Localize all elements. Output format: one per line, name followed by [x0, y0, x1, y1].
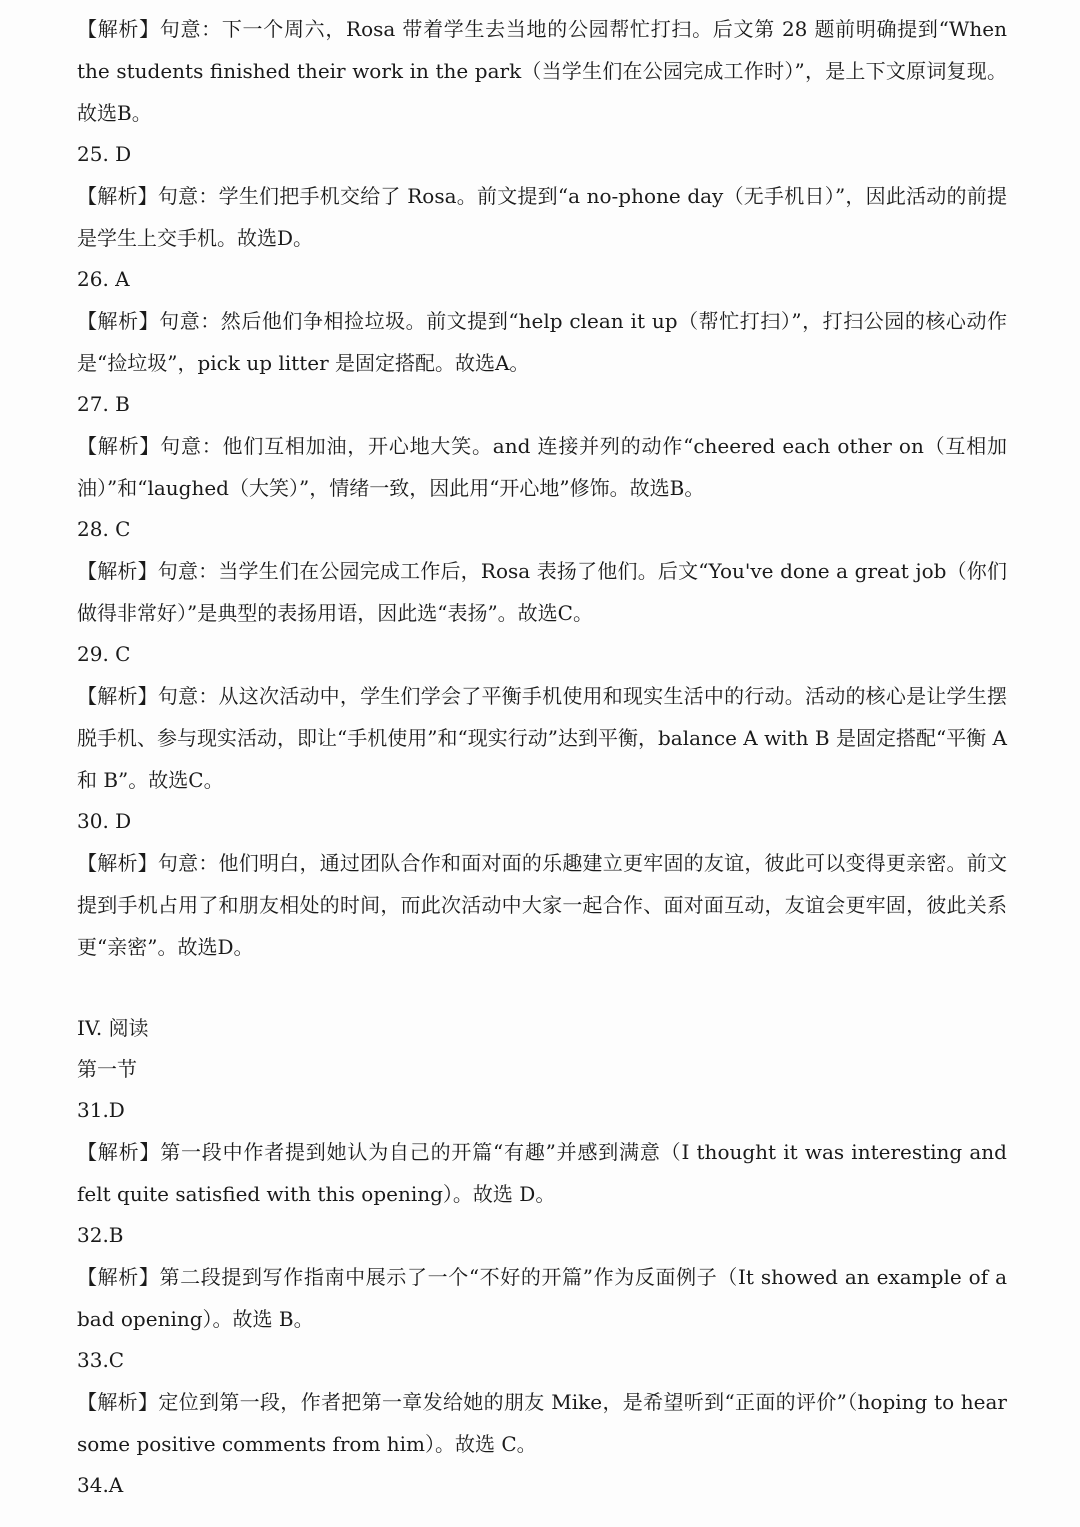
- answer-33: 33.C: [77, 1348, 125, 1372]
- answer-34: 34.A: [77, 1473, 124, 1497]
- explanation-27: 【解析】句意：他们互相加油，开心地大笑。and 连接并列的动作“cheered each other on（互相加油）”和“laughed（大笑）”，情绪一致，因此用“开心地”修饰。故选B。: [77, 434, 1007, 500]
- answer-25: 25. D: [77, 142, 132, 166]
- answer-32: 32.B: [77, 1223, 124, 1247]
- explanation-28: 【解析】句意：当学生们在公园完成工作后，Rosa 表扬了他们。后文“You've done a great job（你们做得非常好）”是典型的表扬用语，因此选“表扬”。故选C。: [77, 559, 1007, 625]
- answer-26: 26. A: [77, 267, 130, 291]
- explanation-25: 【解析】句意：学生们把手机交给了 Rosa。前文提到“a no-phone day（无手机日）”，因此活动的前提是学生上交手机。故选D。: [77, 184, 1007, 250]
- answer-30: 30. D: [77, 809, 132, 833]
- answer-key-content: [77, 8, 1007, 1506]
- explanation-24: 【解析】句意：下一个周六，Rosa 带着学生去当地的公园帮忙打扫。后文第 28 题前明确提到“When the students finished their work in the park（当学生们在公园完成工作时）”，是上下文原词复现。故选B。: [77, 17, 1007, 125]
- explanation-32: 【解析】第二段提到写作指南中展示了一个“不好的开篇”作为反面例子（It showed an example of a bad opening）。故选 B。: [77, 1265, 1007, 1331]
- explanation-31: 【解析】第一段中作者提到她认为自己的开篇“有趣”并感到满意（I thought it was interesting and felt quite satisfied with this opening）。故选 D。: [77, 1140, 1007, 1206]
- answer-31: 31.D: [77, 1098, 125, 1122]
- answer-28: 28. C: [77, 517, 131, 541]
- section-heading-reading: IV. 阅读: [77, 1016, 149, 1040]
- explanation-33: 【解析】定位到第一段，作者把第一章发给她的朋友 Mike，是希望听到“正面的评价”（hoping to hear some positive comments from him）。故选 C。: [77, 1390, 1007, 1456]
- subsection-heading-part-one: 第一节: [77, 1057, 137, 1081]
- explanation-30: 【解析】句意：他们明白，通过团队合作和面对面的乐趣建立更牢固的友谊，彼此可以变得更亲密。前文提到手机占用了和朋友相处的时间，而此次活动中大家一起合作、面对面互动，友谊会更牢固，彼此关系更“亲密”。故选D。: [77, 851, 1007, 959]
- answer-29: 29. C: [77, 642, 131, 666]
- answer-27: 27. B: [77, 392, 130, 416]
- explanation-29: 【解析】句意：从这次活动中，学生们学会了平衡手机使用和现实生活中的行动。活动的核心是让学生摆脱手机、参与现实活动，即让“手机使用”和“现实行动”达到平衡，balance A with B 是固定搭配“平衡 A 和 B”。故选C。: [77, 684, 1007, 792]
- explanation-26: 【解析】句意：然后他们争相捡垃圾。前文提到“help clean it up（帮忙打扫）”，打扫公园的核心动作是“捡垃圾”，pick up litter 是固定搭配。故选A。: [77, 309, 1007, 375]
- section-gap: [77, 968, 1007, 1008]
